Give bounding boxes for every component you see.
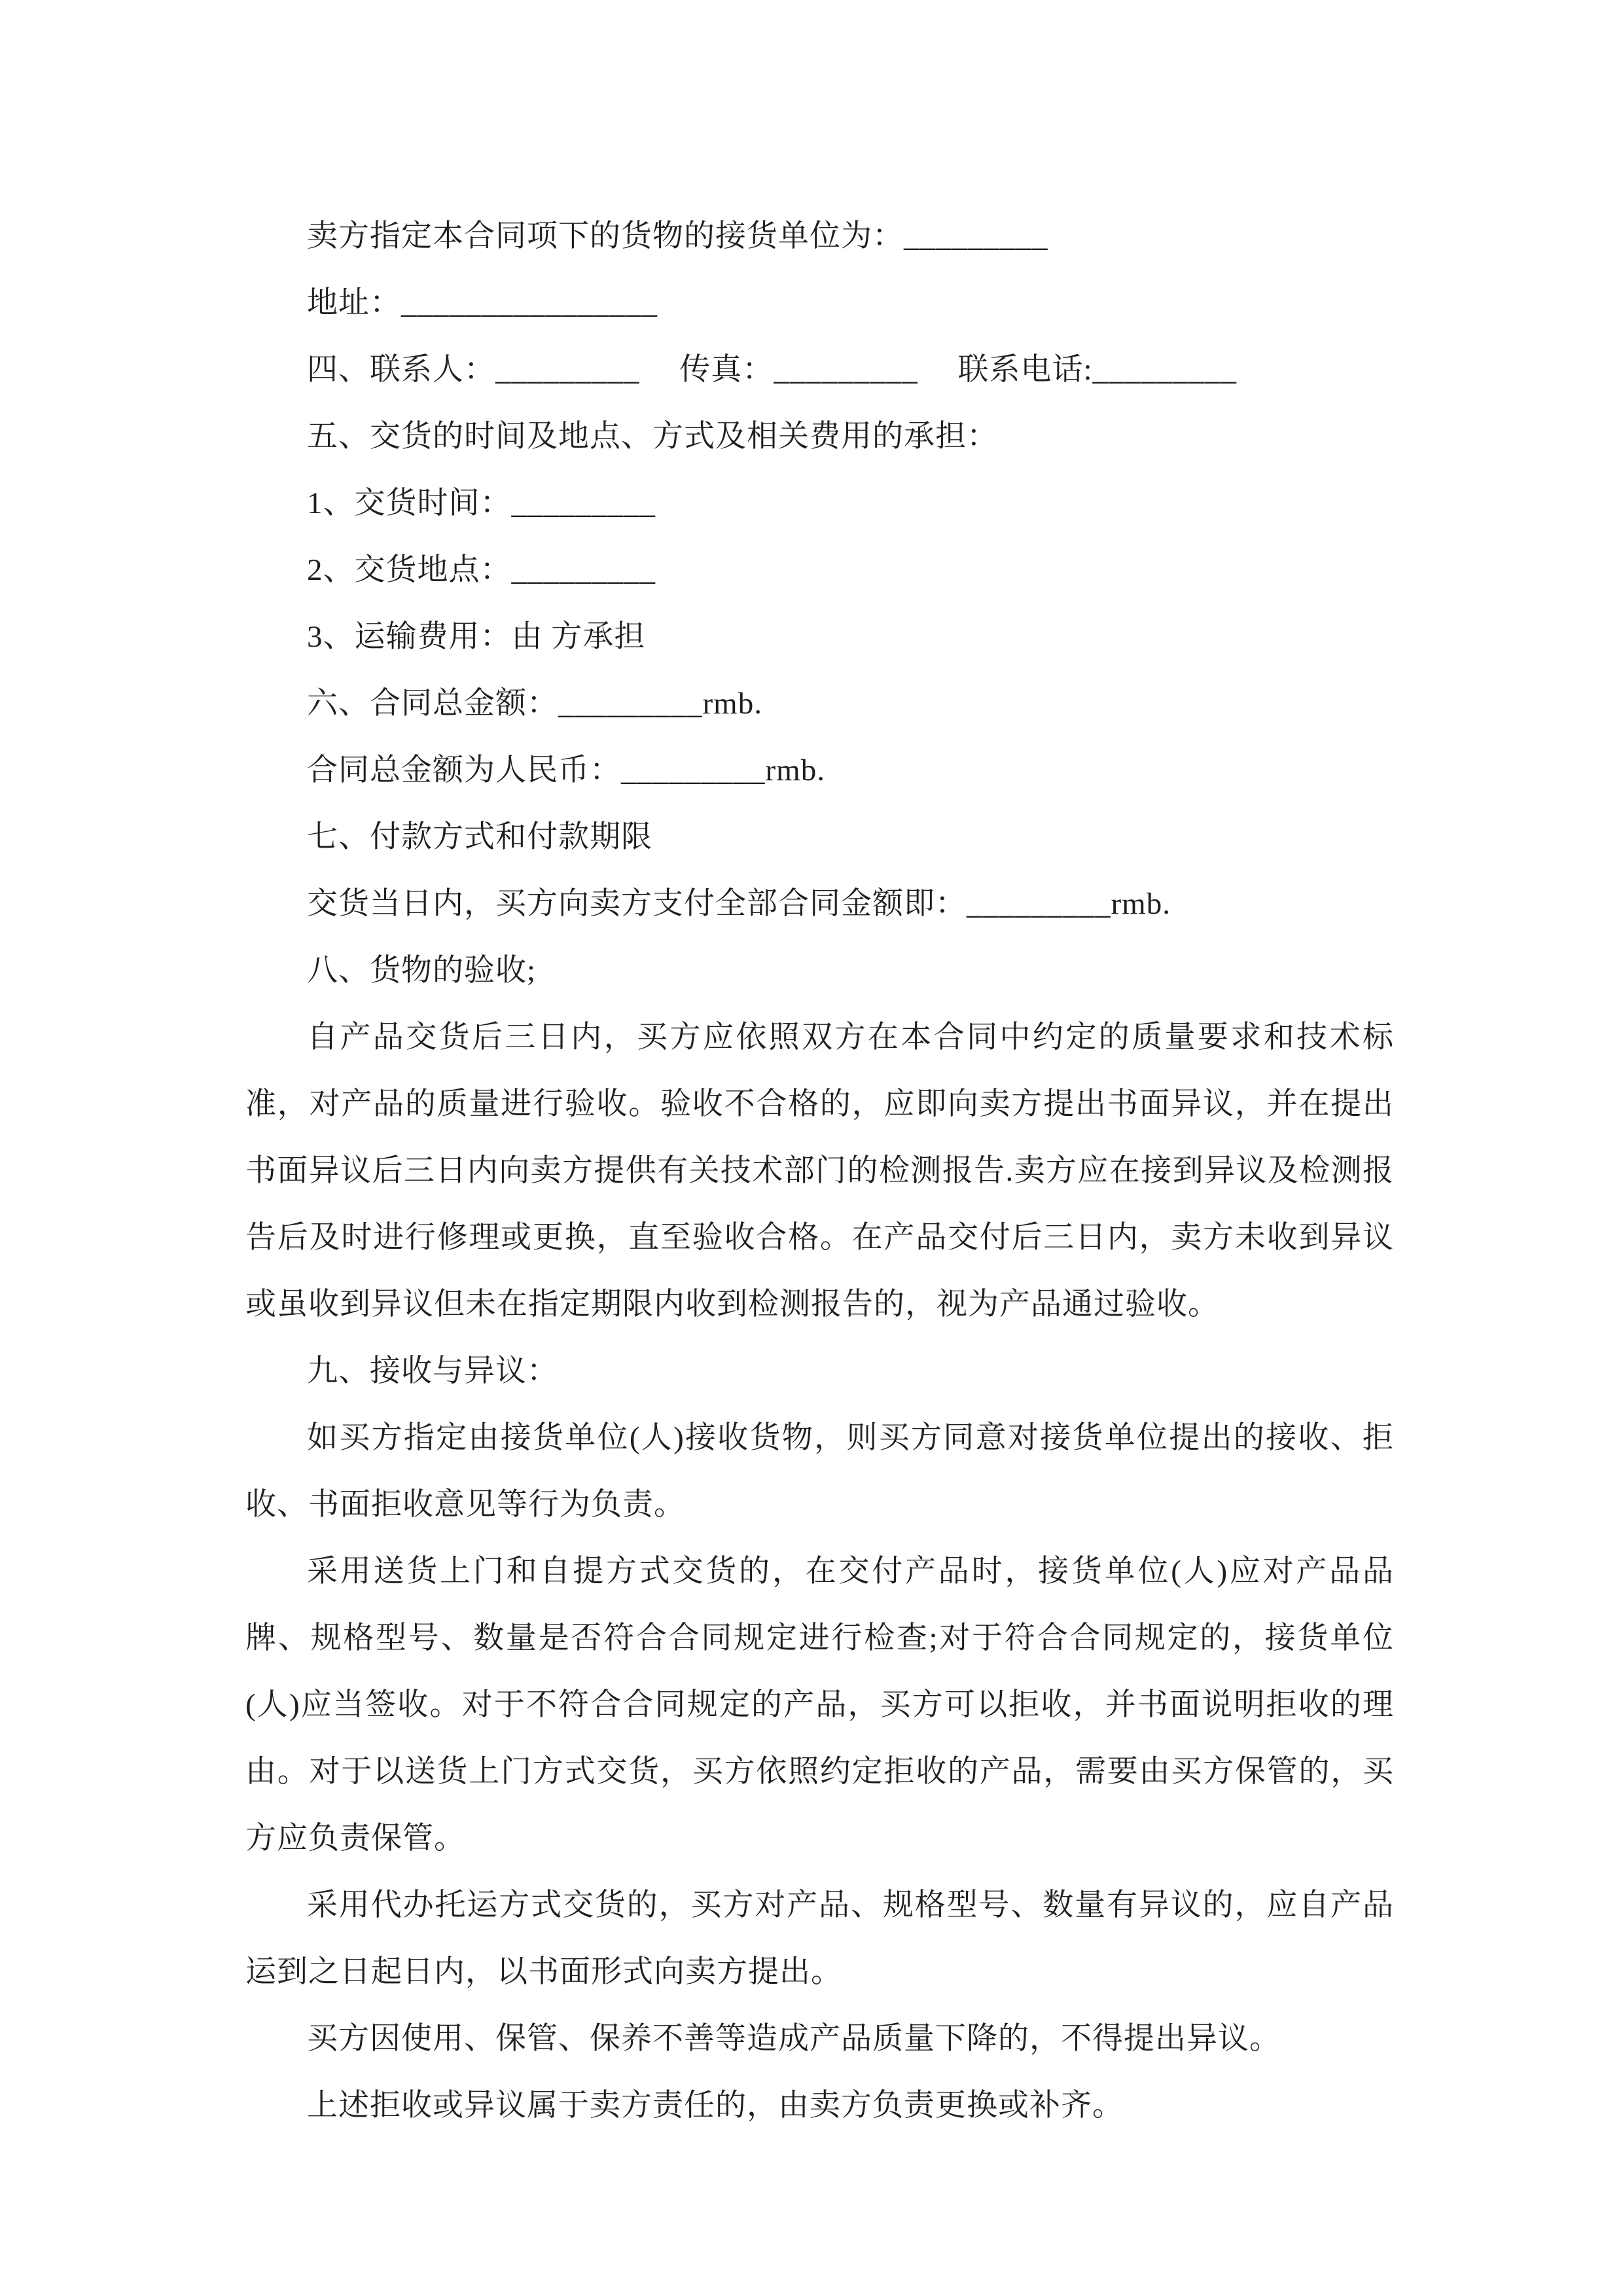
paragraph: 3、运输费用：由 方承担 xyxy=(307,620,646,654)
paragraph: 买方因使用、保管、保养不善等造成产品质量下降的，不得提出异议。 xyxy=(307,2022,1281,2056)
document-body xyxy=(245,203,1394,2139)
paragraph: 六、合同总金额：_________rmb. xyxy=(307,687,762,721)
paragraph: 卖方指定本合同项下的货物的接货单位为：_________ xyxy=(307,219,1048,253)
paragraph: 八、货物的验收; xyxy=(307,954,537,988)
paragraph: 采用送货上门和自提方式交货的，在交付产品时，接货单位(人)应对产品品牌、规格型号、数量是否符合合同规定进行检查;对于符合合同规定的，接货单位(人)应当签收。对于不符合合同规定的产品，买方可以拒收，并书面说明拒收的理由。对于以送货上门方式交货，买方依照约定拒收的产品，需要由买方保管的，买方应负责保管。 xyxy=(245,1554,1394,1856)
paragraph: 2、交货地点：_________ xyxy=(307,553,656,587)
paragraph: 四、联系人：_________ 传真：_________ 联系电话:_________ xyxy=(307,353,1238,387)
paragraph: 合同总金额为人民币：_________rmb. xyxy=(307,753,825,787)
paragraph: 七、付款方式和付款期限 xyxy=(307,820,652,854)
paragraph: 1、交货时间：_________ xyxy=(307,486,656,520)
paragraph: 九、接收与异议： xyxy=(307,1354,558,1388)
paragraph: 五、交货的时间及地点、方式及相关费用的承担： xyxy=(307,420,998,454)
paragraph: 如买方指定由接货单位(人)接收货物，则买方同意对接货单位提出的接收、拒收、书面拒收意见等行为负责。 xyxy=(245,1421,1394,1522)
paragraph: 地址：________________ xyxy=(307,286,658,320)
paragraph: 交货当日内，买方向卖方支付全部合同金额即：_________rmb. xyxy=(307,887,1171,921)
paragraph: 自产品交货后三日内，买方应依照双方在本合同中约定的质量要求和技术标准，对产品的质量进行验收。验收不合格的，应即向卖方提出书面异议，并在提出书面异议后三日内向卖方提供有关技术部门的检测报告.卖方应在接到异议及检测报告后及时进行修理或更换，直至验收合格。在产品交付后三日内，卖方未收到异议或虽收到异议但未在指定期限内收到检测报告的，视为产品通过验收。 xyxy=(245,1020,1394,1321)
paragraph: 上述拒收或异议属于卖方责任的，由卖方负责更换或补齐。 xyxy=(307,2089,1124,2123)
paragraph: 采用代办托运方式交货的，买方对产品、规格型号、数量有异议的，应自产品运到之日起日内，以书面形式向卖方提出。 xyxy=(245,1888,1394,1989)
